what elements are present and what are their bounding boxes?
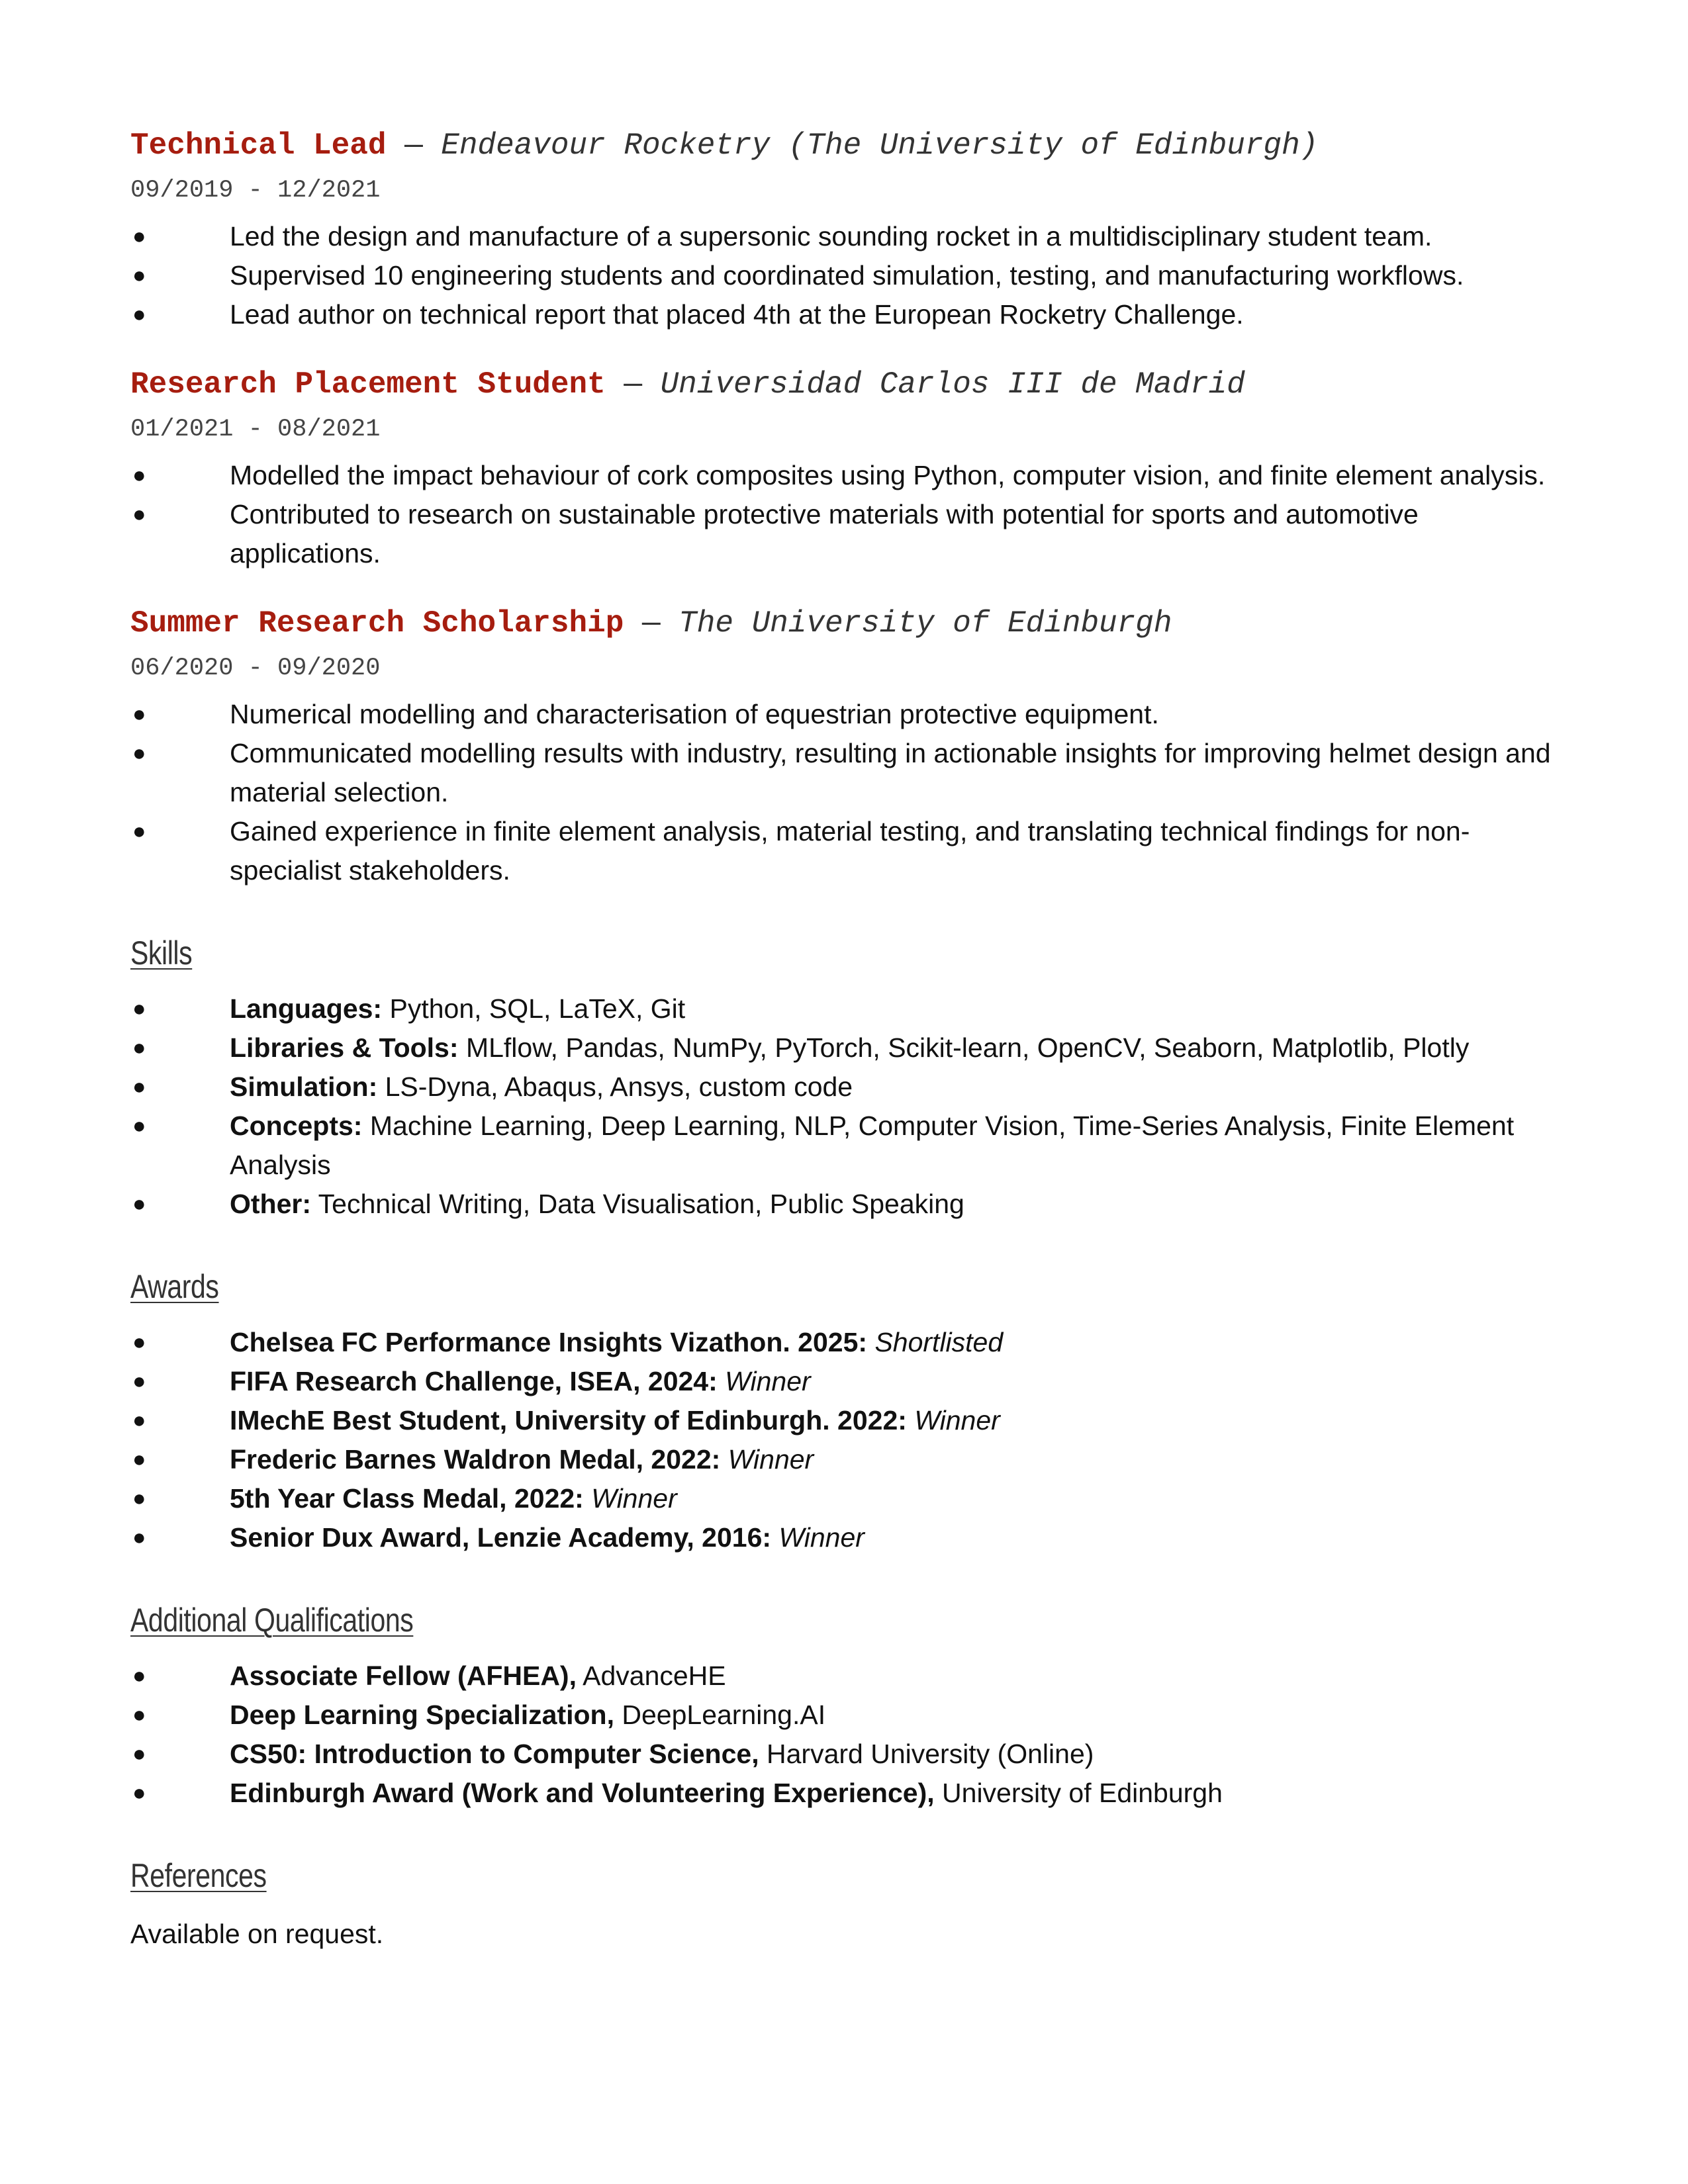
bullet-icon: ● — [132, 741, 146, 766]
bullet-icon: ● — [132, 1369, 146, 1394]
list-item: ● 5th Year Class Medal, 2022: Winner — [130, 1479, 1560, 1518]
bullet-icon: ● — [132, 1780, 146, 1805]
job-bullets — [130, 456, 1560, 573]
list-item: ● Communicated modelling results with industry, resulting in actionable insights for improving helmet design and material selection. — [130, 734, 1560, 812]
list-item: ● Associate Fellow (AFHEA), AdvanceHE — [130, 1657, 1560, 1696]
resume-page — [130, 119, 1560, 1954]
references-text: Available on request. — [130, 1919, 384, 1949]
job-separator: — — [641, 606, 661, 641]
job-organization: The University of Edinburgh — [679, 606, 1172, 641]
list-item: ● Supervised 10 engineering students and coordinated simulation, testing, and manufacturing workflows. — [130, 256, 1560, 295]
awards-heading: Awards — [130, 1268, 219, 1305]
bullet-icon: ● — [132, 1113, 146, 1138]
awards-list — [130, 1323, 1560, 1557]
bullet-icon: ● — [132, 1330, 146, 1355]
list-item: ● FIFA Research Challenge, ISEA, 2024: Winner — [130, 1362, 1560, 1401]
bullet-icon: ● — [132, 1035, 146, 1060]
job-heading — [130, 597, 1560, 650]
list-item: ● Libraries & Tools: MLflow, Pandas, NumPy, PyTorch, Scikit-learn, OpenCV, Seaborn, Matplotlib, Plotly — [130, 1028, 1560, 1068]
bullet-icon: ● — [132, 1702, 146, 1727]
skills-list — [130, 989, 1560, 1224]
bullet-icon: ● — [132, 1074, 146, 1099]
bullet-icon: ● — [132, 1486, 146, 1511]
bullet-icon: ● — [132, 263, 146, 288]
job-entry — [130, 119, 1560, 334]
bullet-icon: ● — [132, 463, 146, 488]
bullet-icon: ● — [132, 224, 146, 249]
list-item: ● Lead author on technical report that placed 4th at the European Rocketry Challenge. — [130, 295, 1560, 334]
job-dates: 06/2020 - 09/2020 — [130, 655, 381, 682]
job-separator: — — [624, 367, 642, 402]
list-item: ● Deep Learning Specialization, DeepLearning.AI — [130, 1696, 1560, 1735]
list-item: ● Numerical modelling and characterisation of equestrian protective equipment. — [130, 695, 1560, 734]
job-title: Technical Lead — [130, 128, 387, 163]
job-entry — [130, 597, 1560, 890]
list-item: ● Edinburgh Award (Work and Volunteering Experience), University of Edinburgh — [130, 1774, 1560, 1813]
list-item: ● CS50: Introduction to Computer Science, Harvard University (Online) — [130, 1735, 1560, 1774]
bullet-icon: ● — [132, 702, 146, 727]
job-title: Research Placement Student — [130, 367, 606, 402]
bullet-icon: ● — [132, 502, 146, 527]
list-item: ● Simulation: LS-Dyna, Abaqus, Ansys, custom code — [130, 1068, 1560, 1107]
bullet-icon: ● — [132, 1525, 146, 1550]
list-item: ● Languages: Python, SQL, LaTeX, Git — [130, 989, 1560, 1028]
list-item: ● Gained experience in finite element analysis, material testing, and translating technical findings for non-specialist stakeholders. — [130, 812, 1560, 890]
bullet-icon: ● — [132, 819, 146, 844]
references-heading: References — [130, 1857, 267, 1894]
job-bullets — [130, 695, 1560, 890]
list-item: ● Chelsea FC Performance Insights Vizathon. 2025: Shortlisted — [130, 1323, 1560, 1362]
job-organization: Endeavour Rocketry (The University of Edinburgh) — [441, 128, 1319, 163]
bullet-icon: ● — [132, 1191, 146, 1216]
job-dates: 01/2021 - 08/2021 — [130, 416, 381, 443]
job-title: Summer Research Scholarship — [130, 606, 624, 641]
bullet-icon: ● — [132, 302, 146, 327]
bullet-icon: ● — [132, 996, 146, 1021]
bullet-icon: ● — [132, 1663, 146, 1688]
job-entry — [130, 358, 1560, 573]
list-item: ● Contributed to research on sustainable protective materials with potential for sports and automotive applications. — [130, 495, 1560, 573]
job-separator: — — [404, 128, 423, 163]
skills-heading: Skills — [130, 934, 193, 972]
list-item: ● IMechE Best Student, University of Edinburgh. 2022: Winner — [130, 1401, 1560, 1440]
job-organization: Universidad Carlos III de Madrid — [660, 367, 1245, 402]
job-bullets — [130, 217, 1560, 334]
bullet-icon: ● — [132, 1408, 146, 1433]
list-item: ● Other: Technical Writing, Data Visualisation, Public Speaking — [130, 1185, 1560, 1224]
qualifications-heading: Additional Qualifications — [130, 1602, 414, 1639]
bullet-icon: ● — [132, 1741, 146, 1766]
job-heading — [130, 358, 1560, 411]
list-item: ● Concepts: Machine Learning, Deep Learning, NLP, Computer Vision, Time-Series Analysis, Finite Element Analysis — [130, 1107, 1560, 1185]
bullet-icon: ● — [132, 1447, 146, 1472]
qualifications-list — [130, 1657, 1560, 1813]
list-item: ● Modelled the impact behaviour of cork composites using Python, computer vision, and finite element analysis. — [130, 456, 1560, 495]
list-item: ● Frederic Barnes Waldron Medal, 2022: Winner — [130, 1440, 1560, 1479]
list-item: ● Senior Dux Award, Lenzie Academy, 2016: Winner — [130, 1518, 1560, 1557]
list-item: ● Led the design and manufacture of a supersonic sounding rocket in a multidisciplinary student team. — [130, 217, 1560, 256]
job-heading — [130, 119, 1560, 172]
job-dates: 09/2019 - 12/2021 — [130, 177, 381, 205]
